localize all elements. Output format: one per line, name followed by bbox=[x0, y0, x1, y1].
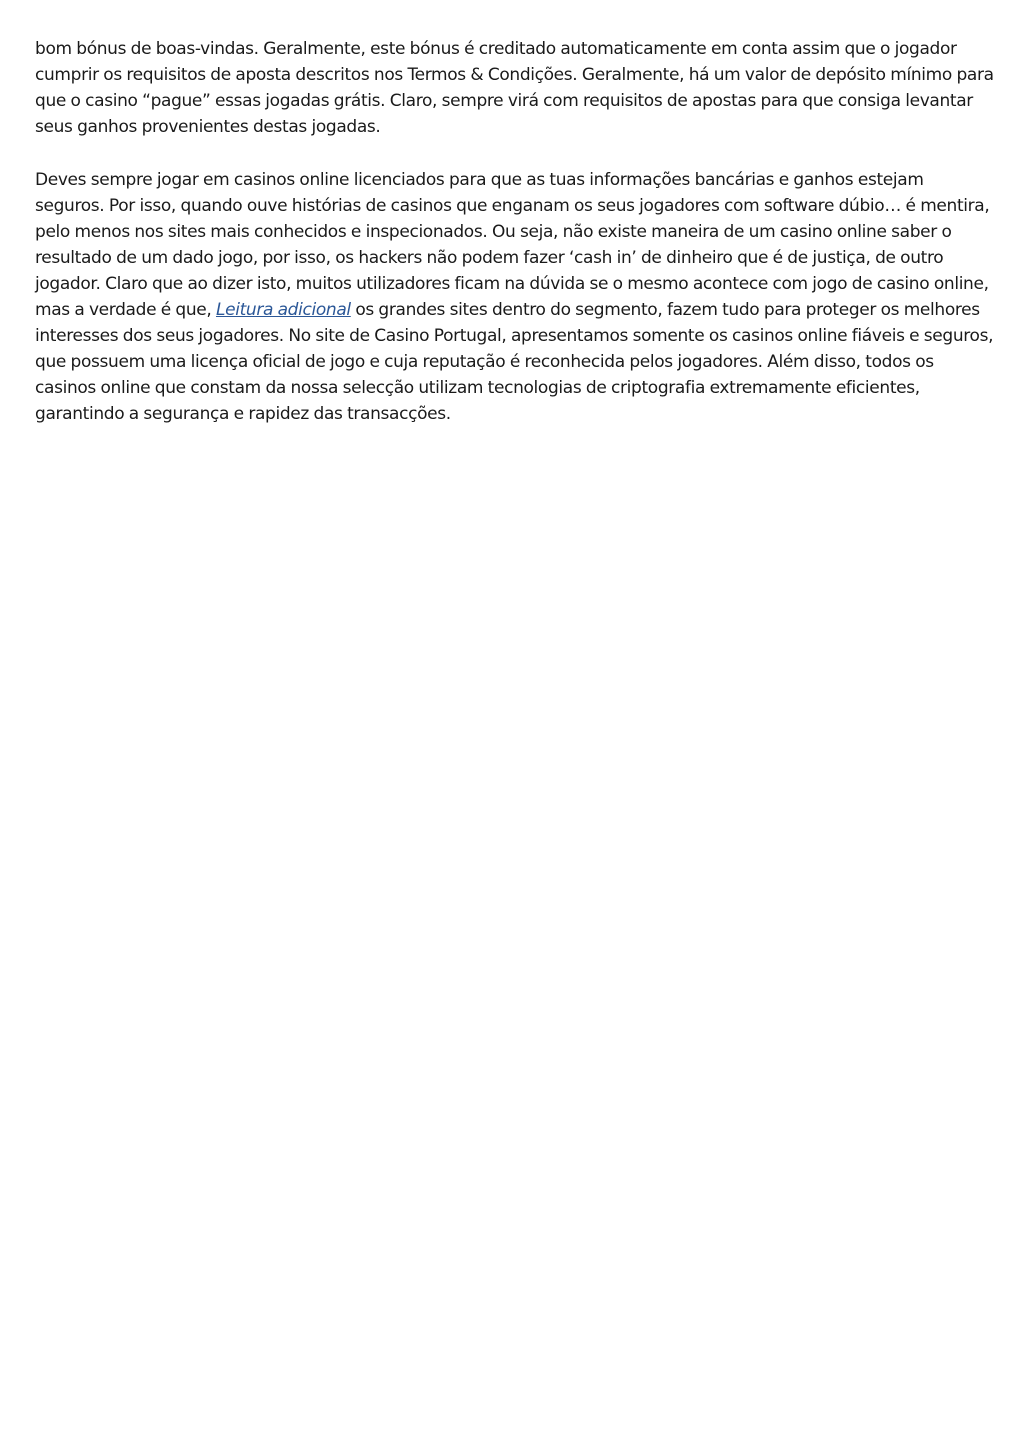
paragraph-bonus: bom bónus de boas-vindas. Geralmente, este bónus é creditado automaticamente em conta assim que o jogador cumprir os requisitos de aposta descritos nos Termos & Condições. Geralmente, há um valor de depósito mínimo para que o casino “pague” essas jogadas grátis. Claro, sempre virá com requisitos de apostas para que consiga levantar seus ganhos provenientes destas jogadas. bbox=[35, 39, 994, 137]
document-body bbox=[35, 36, 995, 454]
paragraph-security bbox=[35, 167, 995, 427]
paragraph-security-text-end: os grandes sites dentro do segmento, fazem tudo para proteger os melhores interesses dos seus jogadores. No site de Casino Portugal, apresentamos somente os casinos online fiáveis e seguros, que possuem uma licença oficial de jogo e cuja reputação é reconhecida pelos jogadores. Além disso, todos os casinos online que constam da nossa selecção utilizam tecnologias de criptografia extremamente eficientes, garantindo a segurança e rapidez das transacções. bbox=[35, 300, 994, 424]
paragraph-security-text-start: Deves sempre jogar em casinos online licenciados para que as tuas informações bancárias e ganhos estejam seguros. Por isso, quando ouve histórias de casinos que enganam os seus jogadores com software dúbio… é mentira, pelo menos nos sites mais conhecidos e inspecionados. Ou seja, não existe maneira de um casino online saber o resultado de um dado jogo, por isso, os hackers não podem fazer ‘cash in’ de dinheiro que é de justiça, de outro jogador. Claro que ao dizer isto, muitos utilizadores ficam na dúvida se o mesmo acontece com jogo de casino online, mas a verdade é que, bbox=[35, 170, 990, 320]
further-reading-link[interactable]: Leitura adicional bbox=[215, 300, 351, 320]
